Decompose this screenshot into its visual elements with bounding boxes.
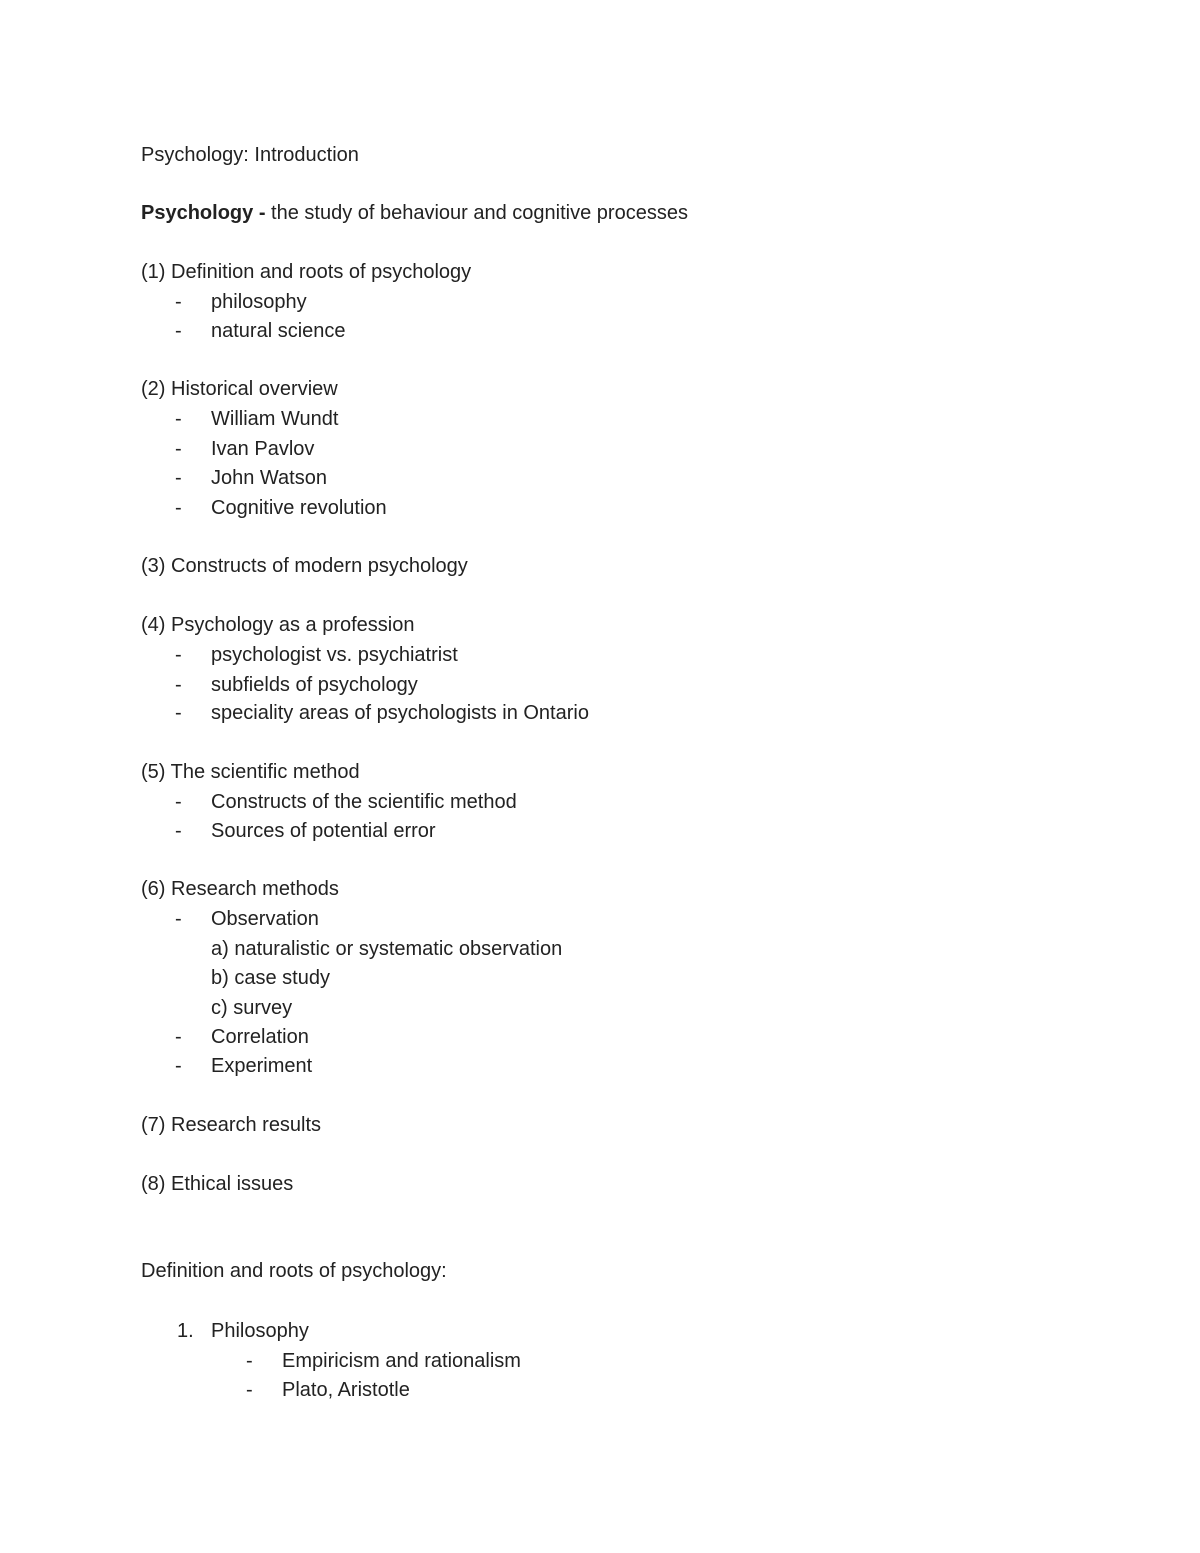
- list-item: subfields of psychology: [211, 674, 418, 696]
- list-item: Observation: [211, 908, 319, 930]
- bullet-dash: -: [175, 438, 182, 460]
- section-heading-4: (4) Psychology as a profession: [141, 614, 415, 636]
- bullet-dash: -: [175, 1055, 182, 1077]
- list-subitem: a) naturalistic or systematic observation: [211, 938, 563, 960]
- subsection-heading: Definition and roots of psychology:: [141, 1260, 447, 1282]
- bullet-dash: -: [175, 908, 182, 930]
- bullet-dash: -: [175, 820, 182, 842]
- bullet-dash: -: [175, 702, 182, 724]
- numbered-marker: 1.: [177, 1320, 194, 1342]
- list-item: William Wundt: [211, 408, 339, 430]
- list-item: Correlation: [211, 1026, 309, 1048]
- section-heading-5: (5) The scientific method: [141, 761, 360, 783]
- list-item: natural science: [211, 320, 346, 342]
- bullet-dash: -: [175, 791, 182, 813]
- list-item: Cognitive revolution: [211, 497, 387, 519]
- definition-line: [141, 201, 688, 225]
- bullet-dash: -: [175, 1026, 182, 1048]
- definition-term: Psychology -: [141, 202, 272, 224]
- list-item: speciality areas of psychologists in Ontario: [211, 702, 589, 724]
- document-title: Psychology: Introduction: [141, 144, 359, 166]
- bullet-dash: -: [175, 674, 182, 696]
- bullet-dash: -: [246, 1379, 253, 1401]
- section-heading-7: (7) Research results: [141, 1114, 322, 1136]
- list-item: philosophy: [211, 291, 307, 313]
- bullet-dash: -: [175, 644, 182, 666]
- definition-text: the study of behaviour and cognitive processes: [271, 202, 688, 224]
- section-heading-2: (2) Historical overview: [141, 378, 338, 400]
- list-item: Constructs of the scientific method: [211, 791, 517, 813]
- bullet-dash: -: [175, 320, 182, 342]
- bullet-dash: -: [175, 467, 182, 489]
- section-heading-3: (3) Constructs of modern psychology: [141, 555, 468, 577]
- bullet-dash: -: [246, 1350, 253, 1372]
- bullet-dash: -: [175, 497, 182, 519]
- list-item: Empiricism and rationalism: [282, 1350, 521, 1372]
- list-item: psychologist vs. psychiatrist: [211, 644, 458, 666]
- numbered-item-label: Philosophy: [211, 1320, 309, 1342]
- list-item: Experiment: [211, 1055, 313, 1077]
- list-item: Ivan Pavlov: [211, 438, 315, 460]
- bullet-dash: -: [175, 408, 182, 430]
- list-subitem: c) survey: [211, 997, 293, 1019]
- section-heading-8: (8) Ethical issues: [141, 1173, 294, 1195]
- bullet-dash: -: [175, 291, 182, 313]
- section-heading-1: (1) Definition and roots of psychology: [141, 261, 472, 283]
- list-item: John Watson: [211, 467, 327, 489]
- list-subitem: b) case study: [211, 967, 330, 989]
- list-item: Plato, Aristotle: [282, 1379, 410, 1401]
- list-item: Sources of potential error: [211, 820, 436, 842]
- section-heading-6: (6) Research methods: [141, 878, 339, 900]
